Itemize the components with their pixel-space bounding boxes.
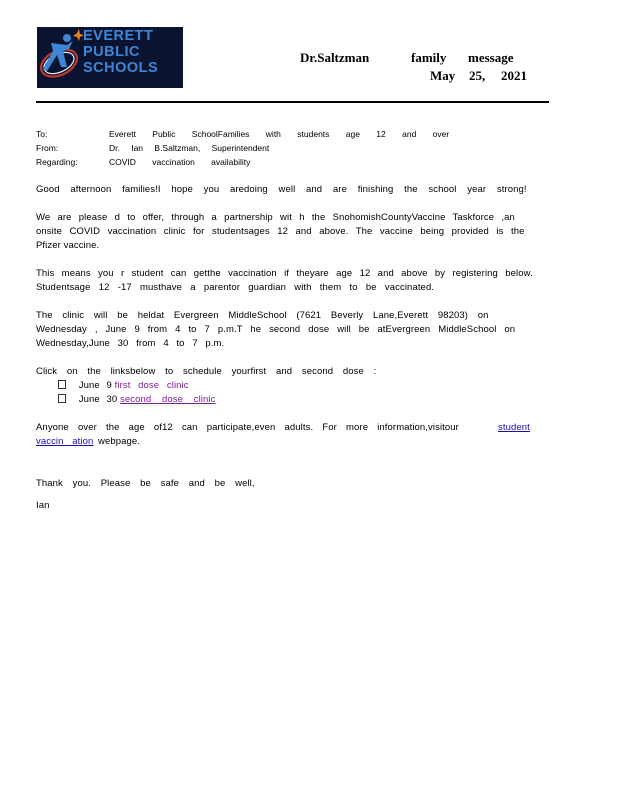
header-name: Dr.Saltzman bbox=[300, 50, 370, 65]
paragraph-4-line-2: Wednesday , June 9 from 4 to 7 p.m.T he second dose will be atEvergreen MiddleSchool on bbox=[36, 324, 516, 335]
bullet-box-icon bbox=[58, 380, 66, 389]
paragraph-6-line-1: Anyone over the age of12 can participate,even adults. For more information,visitour bbox=[36, 422, 459, 433]
student-vaccination-link-part-1[interactable]: student bbox=[498, 422, 530, 433]
greeting-paragraph: Good afternoon families!I hope you aredoing well and are finishing the school year strong! bbox=[36, 184, 527, 195]
header-divider bbox=[36, 101, 549, 103]
runner-swoosh-icon bbox=[37, 27, 85, 88]
regarding-label: Regarding: bbox=[36, 157, 78, 167]
header-family: family bbox=[411, 50, 447, 65]
header-date-day: 25, bbox=[469, 68, 486, 83]
regarding-value: COVID vaccination availability bbox=[109, 157, 251, 167]
paragraph-2-line-3: Pfizer vaccine. bbox=[36, 240, 100, 251]
logo-line-1: EVERETT bbox=[83, 28, 154, 44]
header-date-month: May bbox=[430, 68, 456, 83]
to-value: Everett Public SchoolFamilies with students age 12 and over bbox=[109, 129, 450, 139]
paragraph-2-line-2: onsite COVID vaccination clinic for studentsages 12 and above. The vaccine being provided is the bbox=[36, 226, 525, 237]
paragraph-2-line-1: We are please d to offer, through a partnership wit h the SnohomishCountyVaccine Taskforce ,an bbox=[36, 212, 515, 223]
paragraph-4-line-3: Wednesday,June 30 from 4 to 7 p.m. bbox=[36, 338, 225, 349]
signature: Ian bbox=[36, 500, 50, 511]
district-logo bbox=[37, 27, 183, 88]
header-message: message bbox=[468, 50, 514, 65]
first-dose-clinic-link[interactable]: first dose clinic bbox=[114, 380, 189, 391]
bullet-1-date: June 9 bbox=[78, 380, 112, 391]
to-label: To: bbox=[36, 129, 48, 139]
from-label: From: bbox=[36, 143, 59, 153]
bullet-2-date: June 30 bbox=[78, 394, 118, 405]
paragraph-4-line-1: The clinic will be heldat Evergreen MiddleSchool (7621 Beverly Lane,Everett 98203) on bbox=[36, 310, 489, 321]
logo-line-2: PUBLIC bbox=[83, 44, 140, 60]
closing-line: Thank you. Please be safe and be well, bbox=[36, 478, 255, 489]
bullet-box-icon bbox=[58, 394, 66, 403]
second-dose-clinic-link[interactable]: second dose clinic bbox=[120, 394, 216, 405]
paragraph-5: Click on the linksbelow to schedule yourfirst and second dose : bbox=[36, 366, 377, 377]
header-date-year: 2021 bbox=[501, 68, 527, 83]
from-value: Dr. Ian B.Saltzman, Superintendent bbox=[109, 143, 270, 153]
bullet-item-1 bbox=[58, 379, 189, 392]
student-vaccination-link-part-2[interactable]: vaccin ation bbox=[36, 436, 94, 447]
webpage-text: webpage. bbox=[98, 436, 141, 447]
bullet-item-2 bbox=[58, 393, 215, 406]
logo-line-3: SCHOOLS bbox=[83, 60, 159, 76]
paragraph-3-line-1: This means you r student can getthe vaccination if theyare age 12 and above by registering below. bbox=[36, 268, 533, 279]
paragraph-3-line-2: Studentsage 12 -17 musthave a parentor guardian with them to be vaccinated. bbox=[36, 282, 435, 293]
